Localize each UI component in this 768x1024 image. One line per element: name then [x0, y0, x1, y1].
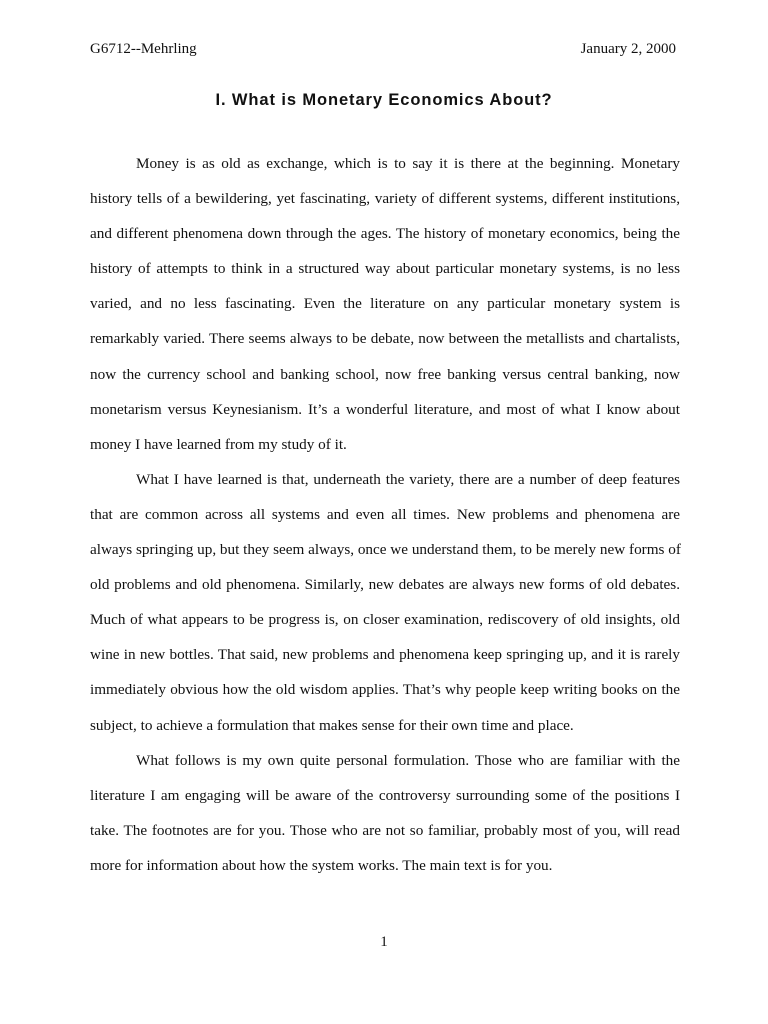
text-line: now the currency school and banking school, now free banking versus central banking, now — [90, 365, 680, 383]
text-line: wine in new bottles. That said, new problems and phenomena keep springing up, and it is rarely — [90, 646, 680, 664]
text-line: always springing up, but they seem always, once we understand them, to be merely new forms of — [90, 541, 681, 559]
text-line: What follows is my own quite personal formulation. Those who are familiar with the — [136, 751, 680, 769]
text-line: Much of what appears to be progress is, on closer examination, rediscovery of old insights, old — [90, 611, 680, 629]
text-line: What I have learned is that, underneath the variety, there are a number of deep features — [136, 470, 680, 488]
text-line: history tells of a bewildering, yet fascinating, variety of different systems, different institutions, — [90, 190, 680, 208]
paragraph — [90, 743, 680, 883]
page-title: I. What is Monetary Economics About? — [215, 91, 553, 109]
paragraph — [90, 146, 680, 462]
document-body — [90, 146, 680, 883]
text-line: immediately obvious how the old wisdom applies. That’s why people keep writing books on the — [90, 681, 680, 699]
header-course: G6712--Mehrling — [90, 41, 197, 57]
page-number: 1 — [380, 934, 388, 950]
text-line: history of attempts to think in a structured way about particular monetary systems, is no less — [90, 260, 680, 278]
text-line: Money is as old as exchange, which is to say it is there at the beginning. Monetary — [136, 155, 680, 172]
text-line: varied, and no less fascinating. Even the literature on any particular monetary system is — [90, 295, 680, 313]
paragraph — [90, 462, 680, 743]
text-line: subject, to achieve a formulation that makes sense for their own time and place. — [90, 716, 574, 734]
text-line: money I have learned from my study of it. — [90, 435, 347, 453]
text-line: and different phenomena down through the ages. The history of monetary economics, being the — [90, 225, 680, 243]
text-line: remarkably varied. There seems always to be debate, now between the metallists and chartalists, — [90, 330, 680, 348]
header-date: January 2, 2000 — [580, 41, 676, 57]
text-line: that are common across all systems and even all times. New problems and phenomena are — [90, 505, 680, 523]
text-line: old problems and old phenomena. Similarly, new debates are always new forms of old debates. — [90, 576, 680, 594]
text-line: take. The footnotes are for you. Those who are not so familiar, probably most of you, will read — [90, 821, 680, 839]
text-line: literature I am engaging will be aware of the controversy surrounding some of the positions I — [90, 786, 680, 804]
text-line: more for information about how the system works. The main text is for you. — [90, 856, 553, 874]
text-line: monetarism versus Keynesianism. It’s a wonderful literature, and most of what I know about — [90, 400, 680, 418]
